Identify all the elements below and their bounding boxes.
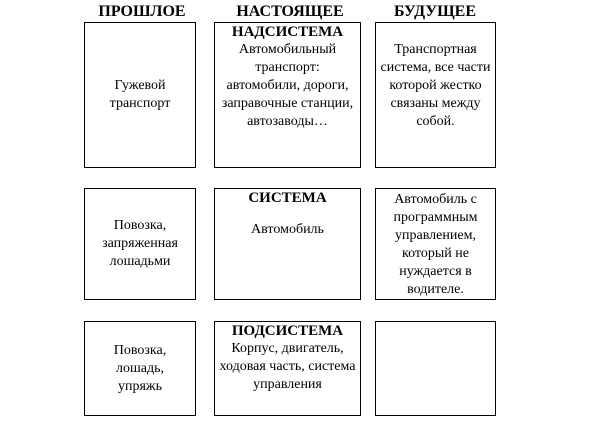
cell-system-future <box>375 188 496 300</box>
subsystem-title: ПОДСИСТЕМА <box>231 323 344 339</box>
cell-supersystem-present <box>214 22 361 168</box>
supersystem-present-text: Автомобильный транспорт: автомобили, дороги, заправочные станции, автозаводы… <box>221 42 354 129</box>
header-past: ПРОШЛОЕ <box>98 3 186 20</box>
cell-subsystem-past-text: Повозка, лошадь, упряжь <box>113 342 167 394</box>
system-present-text: Автомобиль <box>251 222 324 237</box>
cell-supersystem-future <box>375 22 496 168</box>
system-title: СИСТЕМА <box>248 190 327 206</box>
cell-supersystem-past <box>84 22 196 168</box>
header-future: БУДУЩЕЕ <box>394 3 476 20</box>
cell-supersystem-past-text: Гужевой транспорт <box>109 78 171 111</box>
cell-subsystem-past <box>84 321 196 416</box>
cell-system-past-text: Повозка, запряженная лошадьми <box>102 218 178 269</box>
system-future-text: Автомобиль с программным управлением, который не нуждается в водителе. <box>393 192 478 297</box>
cell-system-past <box>84 188 196 300</box>
supersystem-future-text: Транспортная система, все части которой жестко связаны между собой. <box>380 42 491 129</box>
cell-system-present <box>214 188 361 300</box>
header-present: НАСТОЯЩЕЕ <box>236 3 344 20</box>
supersystem-title: НАДСИСТЕМА <box>231 24 344 40</box>
subsystem-present-text: Корпус, двигатель, ходовая часть, система управления <box>219 341 356 392</box>
cell-subsystem-future <box>375 321 496 416</box>
cell-subsystem-present <box>214 321 361 416</box>
